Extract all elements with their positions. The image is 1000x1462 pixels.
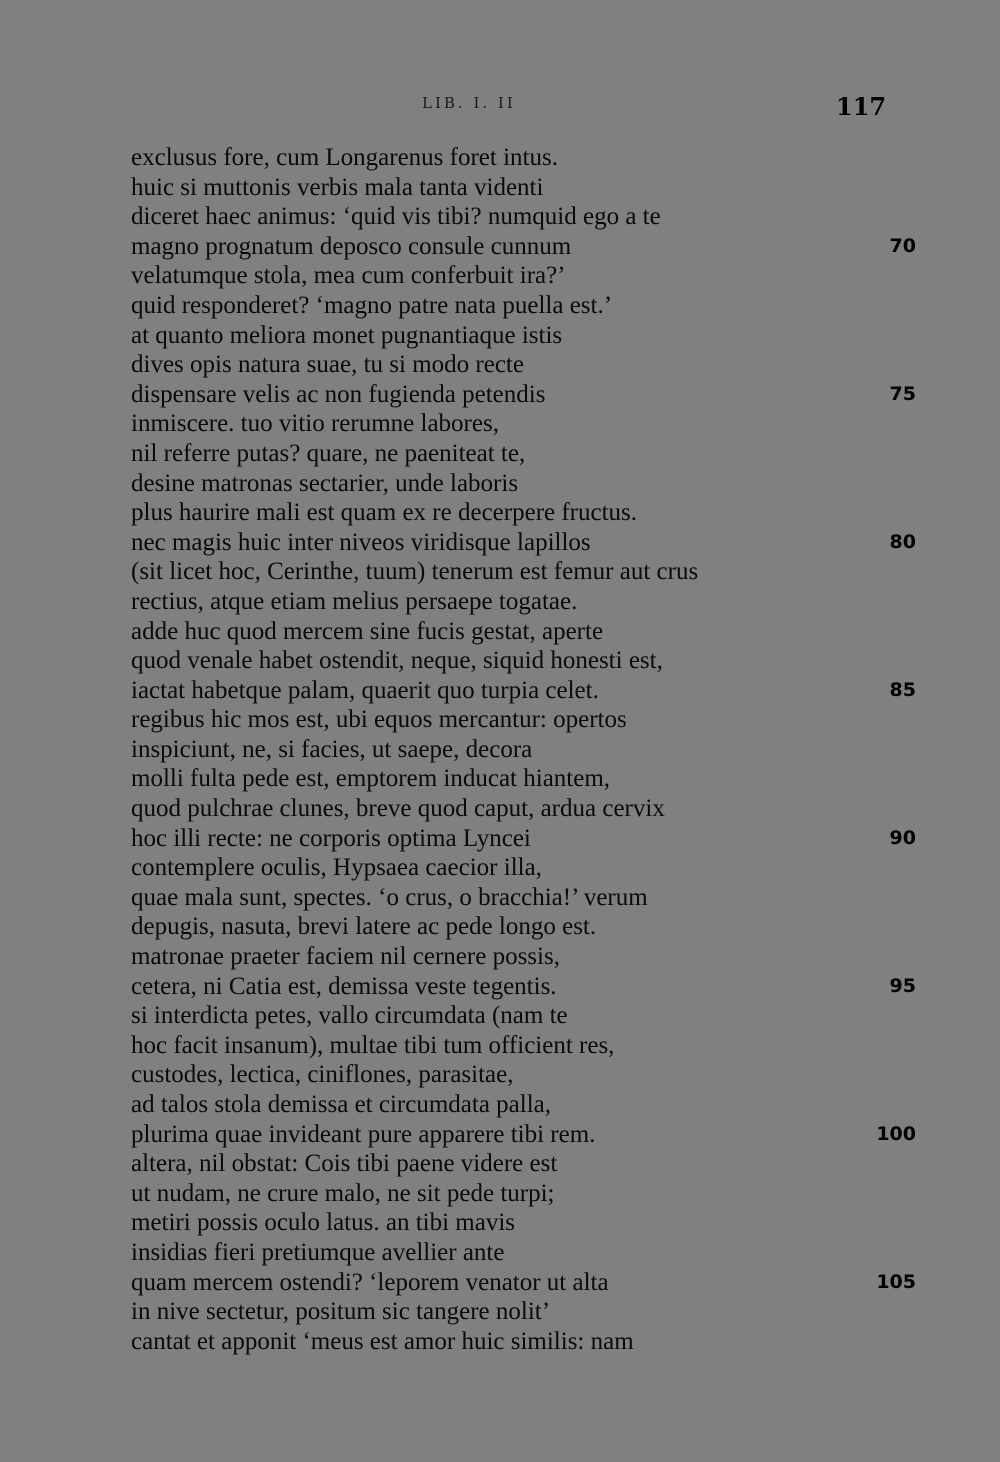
verse-line: [0, 1149, 1000, 1179]
verse-text: adde huc quod mercem sine fucis gestat, aperte: [131, 617, 604, 645]
verse-text: quae mala sunt, spectes. ‘o crus, o bracchia!’ verum: [131, 883, 648, 911]
verse-text: molli fulta pede est, emptorem inducat hiantem,: [131, 765, 611, 793]
verse-line: [0, 1297, 1000, 1327]
verse-text: velatumque stola, mea cum conferbuit ira?’: [131, 262, 566, 290]
verse-text: metiri possis oculo latus. an tibi mavis: [131, 1209, 515, 1237]
verse-text: desine matronas sectarier, unde laboris: [131, 469, 519, 497]
verse-line: [0, 143, 1000, 173]
verse-line: [0, 912, 1000, 942]
verse-text: insidias fieri pretiumque avellier ante: [131, 1238, 505, 1266]
verse-text: rectius, atque etiam melius persaepe togatae.: [131, 587, 578, 615]
line-number: 90: [889, 826, 916, 849]
verse-text: dispensare velis ac non fugienda petendis: [131, 380, 546, 408]
verse-line: [0, 942, 1000, 972]
verse-line: [0, 794, 1000, 824]
verse-line: [0, 528, 1000, 558]
verse-text: hoc facit insanum), multae tibi tum officient res,: [131, 1031, 615, 1059]
verse-text: quid responderet? ‘magno patre nata puella est.’: [131, 291, 613, 319]
line-number: 105: [876, 1270, 916, 1293]
verse-text: inspiciunt, ne, si facies, ut saepe, decora: [131, 735, 533, 763]
verse-line: [0, 1060, 1000, 1090]
verse-text: dives opis natura suae, tu si modo recte: [131, 351, 524, 379]
verse-text: inmiscere. tuo vitio rerumne labores,: [131, 410, 499, 438]
verse-text: ut nudam, ne crure malo, ne sit pede turpi;: [131, 1179, 555, 1207]
verse-line: [0, 261, 1000, 291]
verse-text: si interdicta petes, vallo circumdata (nam te: [131, 1002, 568, 1030]
verse-line: [0, 883, 1000, 913]
verse-line: [0, 764, 1000, 794]
verse-line: [0, 972, 1000, 1002]
verse-line: [0, 824, 1000, 854]
verse-text: cetera, ni Catia est, demissa veste tegentis.: [131, 972, 557, 1000]
verse-line: [0, 587, 1000, 617]
verse-line: [0, 439, 1000, 469]
verse-line: [0, 380, 1000, 410]
verse-text: exclusus fore, cum Longarenus foret intus.: [131, 144, 558, 171]
verse-text: cantat et apponit ‘meus est amor huic similis: nam: [131, 1327, 634, 1355]
verse-line: [0, 202, 1000, 232]
page-number: 117: [836, 92, 887, 121]
verse-text: (sit licet hoc, Cerinthe, tuum) tenerum est femur aut crus: [131, 558, 699, 586]
verse-line: [0, 1268, 1000, 1298]
verse-text: quod pulchrae clunes, breve quod caput, ardua cervix: [131, 795, 665, 823]
line-number: 85: [889, 678, 916, 701]
verse-text: plus haurire mali est quam ex re decerpere fructus.: [131, 499, 638, 527]
verse-line: [0, 232, 1000, 262]
verse-line: [0, 676, 1000, 706]
verse-text: altera, nil obstat: Cois tibi paene videre est: [131, 1150, 558, 1178]
verse-text: huic si muttonis verbis mala tanta videnti: [131, 173, 544, 201]
verse-text: ad talos stola demissa et circumdata palla,: [131, 1091, 551, 1118]
verse-line: [0, 557, 1000, 587]
verse-line: [0, 1031, 1000, 1061]
running-title: LIB. I. II: [422, 94, 516, 112]
verse-line: [0, 1238, 1000, 1268]
verse-text: depugis, nasuta, brevi latere ac pede longo est.: [131, 913, 597, 941]
verse-line: [0, 469, 1000, 499]
verse-line: [0, 705, 1000, 735]
line-number: 75: [889, 382, 916, 405]
verse-block: [0, 143, 1000, 1356]
verse-line: [0, 409, 1000, 439]
verse-text: regibus hic mos est, ubi equos mercantur: opertos: [131, 706, 627, 734]
verse-line: [0, 735, 1000, 765]
verse-text: quam mercem ostendi? ‘leporem venator ut alta: [131, 1268, 609, 1296]
verse-text: iactat habetque palam, quaerit quo turpia celet.: [131, 676, 599, 704]
verse-line: [0, 498, 1000, 528]
line-number: 95: [889, 974, 916, 997]
verse-text: diceret haec animus: ‘quid vis tibi? numquid ego a te: [131, 203, 661, 231]
verse-line: [0, 350, 1000, 380]
verse-text: plurima quae invideant pure apparere tibi rem.: [131, 1120, 596, 1148]
verse-line: [0, 173, 1000, 203]
verse-text: nil referre putas? quare, ne paeniteat te,: [131, 439, 526, 467]
line-number: 80: [889, 530, 916, 553]
verse-text: nec magis huic inter niveos viridisque lapillos: [131, 528, 591, 556]
page-header: [0, 92, 1000, 122]
verse-line: [0, 1090, 1000, 1120]
verse-text: matronae praeter faciem nil cernere possis,: [131, 943, 560, 971]
verse-line: [0, 1001, 1000, 1031]
line-number: 70: [889, 234, 916, 257]
verse-line: [0, 1179, 1000, 1209]
verse-text: magno prognatum deposco consule cunnum: [131, 232, 572, 260]
verse-text: in nive sectetur, positum sic tangere nolit’: [131, 1298, 551, 1326]
verse-text: at quanto meliora monet pugnantiaque istis: [131, 321, 563, 349]
verse-line: [0, 321, 1000, 351]
verse-text: custodes, lectica, ciniflones, parasitae,: [131, 1061, 514, 1089]
line-number: 100: [876, 1122, 916, 1145]
verse-text: contemplere oculis, Hypsaea caecior illa,: [131, 854, 542, 882]
verse-line: [0, 646, 1000, 676]
verse-line: [0, 853, 1000, 883]
verse-line: [0, 617, 1000, 647]
verse-line: [0, 1208, 1000, 1238]
verse-line: [0, 1327, 1000, 1357]
verse-text: hoc illi recte: ne corporis optima Lyncei: [131, 824, 531, 852]
verse-line: [0, 291, 1000, 321]
verse-text: quod venale habet ostendit, neque, siquid honesti est,: [131, 647, 663, 675]
verse-line: [0, 1120, 1000, 1150]
